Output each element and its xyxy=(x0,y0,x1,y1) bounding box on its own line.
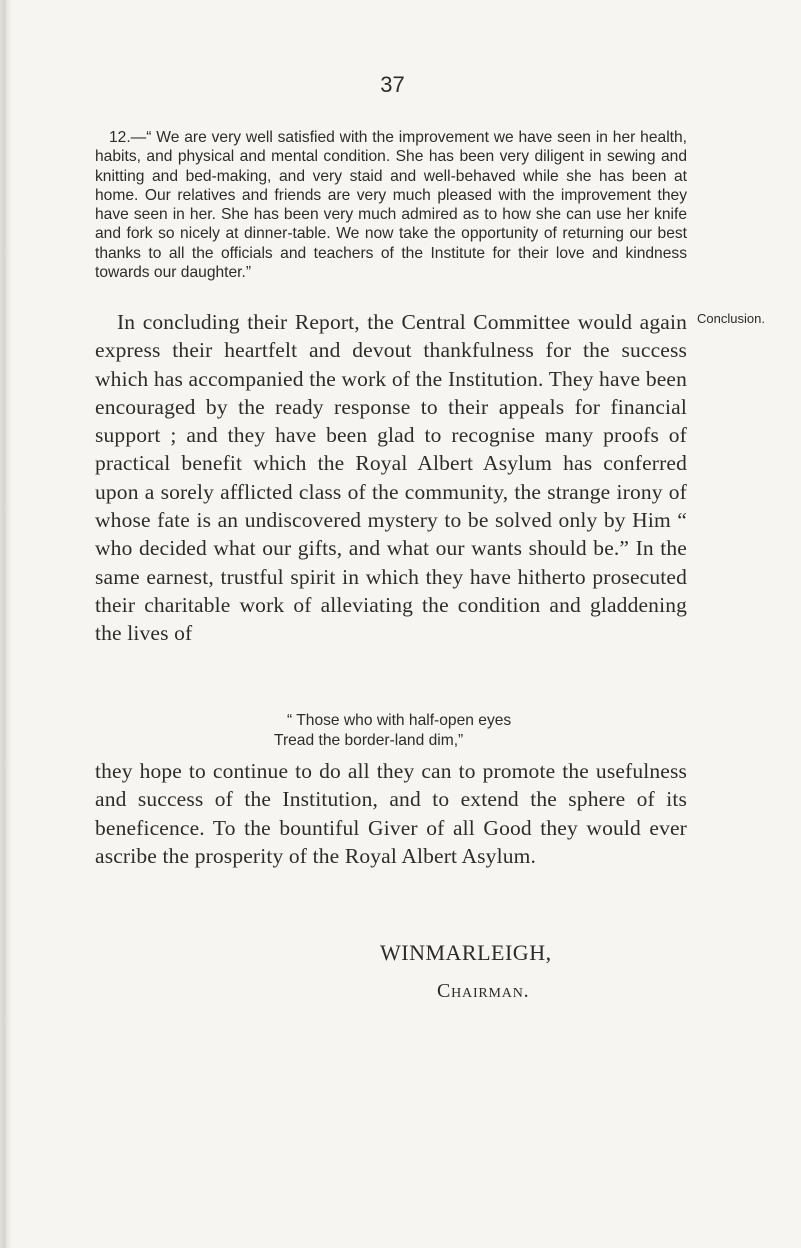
verse-line-2: Tread the border-land dim,” xyxy=(274,732,464,749)
body-paragraph-1: In concluding their Report, the Central Committee would again express their heartfelt and devout thankfulness for the success which has accompanied the work of the Institution. They have been encouraged by the ready response to their appeals for financial support ; and they have been glad to recognise many proofs of practical benefit which the Royal Albert Asylum has conferred upon a sorely afflicted class of the community, the strange irony of whose fate is an undiscovered mystery to be solved only by Him “ who decided what our gifts, and what our wants should be.” In the same earnest, trustful spirit in which they have hitherto prosecuted their charitable work of alleviating the condition and gladdening the lives of xyxy=(95,310,687,646)
page-number: 37 xyxy=(380,72,405,97)
margin-note: Conclusion. xyxy=(697,311,765,326)
signatory-name: WINMARLEIGH, xyxy=(380,940,552,965)
letter-paragraph: 12.—“ We are very well satisfied with the improvement we have seen in her health, habits, and physical and mental condition. She has been very diligent in sewing and knitting and bed-making, and very staid and well-behaved while she has been at home. Our relatives and friends are very much pleased with the improvement they have seen in her. She has been very much admired as to how she can use her knife and fork so nicely at dinner-table. We now take the opportunity of returning our best thanks to all the officials and teachers of the Institute for their love and kindness towards our daughter.” xyxy=(95,129,687,282)
verse-line-1: “ Those who with half-open eyes xyxy=(287,712,512,729)
signatory-title: Chairman. xyxy=(437,980,530,1002)
verse-quote xyxy=(274,711,512,751)
page-binding-edge xyxy=(0,0,12,1248)
body-paragraph-2: they hope to continue to do all they can to promote the usefulness and success of the Institution, and to extend the sphere of its beneficence. To the bountiful Giver of all Good they would ever ascribe the prosperity of the Royal Albert Asylum. xyxy=(95,759,687,868)
